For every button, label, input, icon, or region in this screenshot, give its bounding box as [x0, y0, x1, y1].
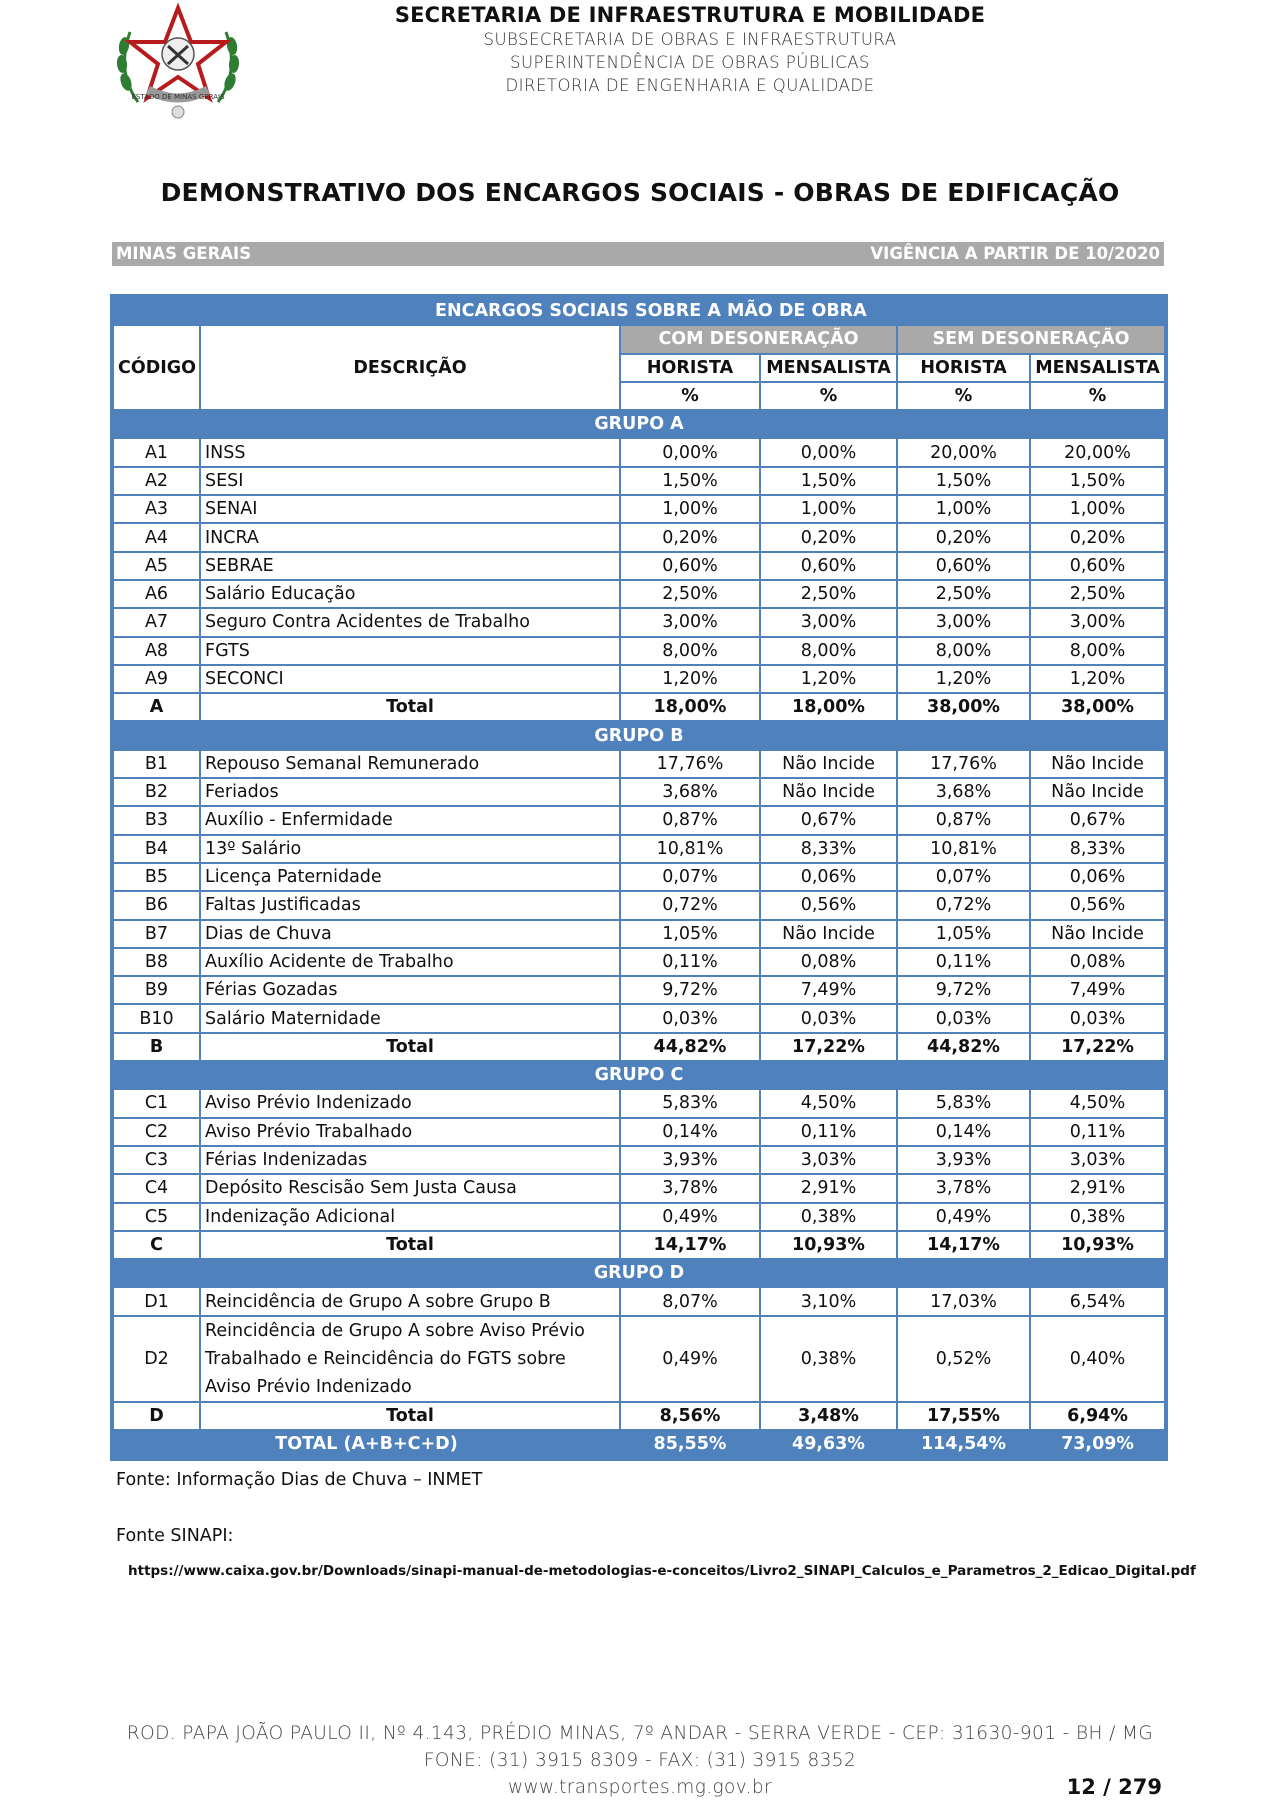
- table-row: [113, 835, 1165, 863]
- row-value: 3,93%: [897, 1146, 1030, 1174]
- row-value: 5,83%: [897, 1089, 1030, 1117]
- row-value: Não Incide: [760, 778, 897, 806]
- row-description: Seguro Contra Acidentes de Trabalho: [200, 608, 620, 636]
- row-description: FGTS: [200, 637, 620, 665]
- row-value: 0,07%: [620, 863, 760, 891]
- row-value: 3,78%: [620, 1174, 760, 1202]
- total-row: [113, 1231, 1165, 1259]
- row-description: SENAI: [200, 495, 620, 523]
- row-value: 0,72%: [620, 891, 760, 919]
- row-code: A5: [113, 552, 200, 580]
- row-code: A8: [113, 637, 200, 665]
- col-com-horista-header: HORISTA: [620, 354, 760, 382]
- row-code: B9: [113, 976, 200, 1004]
- row-value: 3,10%: [760, 1287, 897, 1315]
- row-value: 3,03%: [760, 1146, 897, 1174]
- row-value: 17,22%: [1030, 1033, 1165, 1061]
- row-value: 0,60%: [620, 552, 760, 580]
- row-value: 8,56%: [620, 1402, 760, 1430]
- encargos-table-wrapper: [110, 294, 1168, 1461]
- row-code: C1: [113, 1089, 200, 1117]
- row-value: 3,00%: [620, 608, 760, 636]
- row-description: SESI: [200, 467, 620, 495]
- col-com-desoneracao-header: COM DESONERAÇÃO: [620, 325, 897, 353]
- row-value: 0,60%: [1030, 552, 1165, 580]
- row-value: 4,50%: [760, 1089, 897, 1117]
- row-value: 38,00%: [1030, 693, 1165, 721]
- row-value: 10,93%: [1030, 1231, 1165, 1259]
- row-value: 1,05%: [620, 920, 760, 948]
- row-description: Reincidência de Grupo A sobre Aviso Prévio Trabalhado e Reincidência do FGTS sobre Aviso Prévio Indenizado: [200, 1316, 620, 1402]
- row-code: D: [113, 1402, 200, 1430]
- row-value: 0,72%: [897, 891, 1030, 919]
- organization-block: [300, 2, 1080, 97]
- row-value: 5,83%: [620, 1089, 760, 1117]
- table-row: [113, 467, 1165, 495]
- row-value: 17,55%: [897, 1402, 1030, 1430]
- row-value: 4,50%: [1030, 1089, 1165, 1117]
- row-value: 0,11%: [760, 1118, 897, 1146]
- group-label: GRUPO C: [113, 1061, 1165, 1089]
- grand-total-value: 73,09%: [1030, 1430, 1165, 1458]
- row-description: Faltas Justificadas: [200, 891, 620, 919]
- row-code: C4: [113, 1174, 200, 1202]
- row-value: 3,68%: [897, 778, 1030, 806]
- row-value: 0,56%: [760, 891, 897, 919]
- table-row: [113, 976, 1165, 1004]
- total-row: [113, 1402, 1165, 1430]
- row-value: 0,14%: [897, 1118, 1030, 1146]
- footer-website-link[interactable]: www.transportes.mg.gov.br: [507, 1777, 773, 1798]
- row-value: 0,20%: [1030, 523, 1165, 551]
- row-value: 0,20%: [620, 523, 760, 551]
- row-value: 3,48%: [760, 1402, 897, 1430]
- source-inmet-note: Fonte: Informação Dias de Chuva – INMET: [116, 1470, 483, 1490]
- row-value: 6,94%: [1030, 1402, 1165, 1430]
- region-validity-bar: [112, 242, 1164, 266]
- table-main-header-row: [113, 297, 1165, 325]
- table-row: [113, 1203, 1165, 1231]
- row-value: 20,00%: [1030, 438, 1165, 466]
- table-row: [113, 750, 1165, 778]
- row-description: INCRA: [200, 523, 620, 551]
- row-value: 44,82%: [620, 1033, 760, 1061]
- row-value: 1,20%: [760, 665, 897, 693]
- group-label: GRUPO A: [113, 410, 1165, 438]
- col-com-mensalista-header: MENSALISTA: [760, 354, 897, 382]
- row-value: 17,03%: [897, 1287, 1030, 1315]
- row-description: INSS: [200, 438, 620, 466]
- row-value: 8,00%: [760, 637, 897, 665]
- row-value: 0,67%: [760, 806, 897, 834]
- row-code: A2: [113, 467, 200, 495]
- row-description: Feriados: [200, 778, 620, 806]
- row-code: A9: [113, 665, 200, 693]
- page-number: 12 / 279: [1066, 1775, 1162, 1799]
- sinapi-url[interactable]: https://www.caixa.gov.br/Downloads/sinapi-manual-de-metodologias-e-conceitos/Livro2_SINAPI_Calculos_e_Parametros_2_Edicao_Digital.pdf: [128, 1563, 1196, 1579]
- row-value: 2,50%: [620, 580, 760, 608]
- row-value: 2,50%: [897, 580, 1030, 608]
- row-value: 0,67%: [1030, 806, 1165, 834]
- row-description: Aviso Prévio Indenizado: [200, 1089, 620, 1117]
- row-value: 1,20%: [1030, 665, 1165, 693]
- row-value: 0,49%: [897, 1203, 1030, 1231]
- row-code: A6: [113, 580, 200, 608]
- row-value: 0,49%: [620, 1316, 760, 1402]
- row-description: SECONCI: [200, 665, 620, 693]
- row-value: 0,08%: [1030, 948, 1165, 976]
- row-code: D1: [113, 1287, 200, 1315]
- footer-address: ROD. PAPA JOÃO PAULO II, Nº 4.143, PRÉDIO MINAS, 7º ANDAR - SERRA VERDE - CEP: 31630-901 - BH / MG: [126, 1723, 1154, 1744]
- row-value: 14,17%: [620, 1231, 760, 1259]
- row-value: 6,54%: [1030, 1287, 1165, 1315]
- row-value: 9,72%: [620, 976, 760, 1004]
- row-value: 1,00%: [1030, 495, 1165, 523]
- grand-total-value: 85,55%: [620, 1430, 760, 1458]
- row-value: 0,06%: [760, 863, 897, 891]
- row-code: B5: [113, 863, 200, 891]
- row-value: 0,38%: [760, 1316, 897, 1402]
- row-value: 10,81%: [897, 835, 1030, 863]
- row-value: 2,91%: [1030, 1174, 1165, 1202]
- unit-percent: %: [620, 382, 760, 410]
- row-value: 38,00%: [897, 693, 1030, 721]
- table-group-header-row: [113, 325, 1165, 353]
- row-value: 3,00%: [897, 608, 1030, 636]
- row-value: 9,72%: [897, 976, 1030, 1004]
- row-value: 1,50%: [620, 467, 760, 495]
- row-value: 1,50%: [897, 467, 1030, 495]
- row-description: Total: [200, 1231, 620, 1259]
- row-value: 0,06%: [1030, 863, 1165, 891]
- row-code: B10: [113, 1004, 200, 1032]
- unit-percent: %: [1030, 382, 1165, 410]
- row-value: 1,05%: [897, 920, 1030, 948]
- grand-total-row: [113, 1430, 1165, 1458]
- row-value: 2,91%: [760, 1174, 897, 1202]
- footer-phone: FONE: (31) 3915 8309 - FAX: (31) 3915 8352: [423, 1750, 857, 1771]
- table-row: [113, 552, 1165, 580]
- table-row: [113, 1174, 1165, 1202]
- row-value: 0,00%: [620, 438, 760, 466]
- org-subtitle-2: SUPERINTENDÊNCIA DE OBRAS PÚBLICAS: [510, 53, 870, 72]
- row-value: 0,03%: [1030, 1004, 1165, 1032]
- row-value: 14,17%: [897, 1231, 1030, 1259]
- group-label: GRUPO B: [113, 721, 1165, 749]
- table-main-header: ENCARGOS SOCIAIS SOBRE A MÃO DE OBRA: [620, 297, 1165, 325]
- table-row: [113, 1118, 1165, 1146]
- table-row: [113, 1287, 1165, 1315]
- row-value: 0,03%: [897, 1004, 1030, 1032]
- row-code: B7: [113, 920, 200, 948]
- grand-total-label: TOTAL (A+B+C+D): [113, 1430, 620, 1458]
- table-row: [113, 580, 1165, 608]
- table-row: [113, 438, 1165, 466]
- row-value: 1,20%: [897, 665, 1030, 693]
- row-value: 0,14%: [620, 1118, 760, 1146]
- row-value: 17,22%: [760, 1033, 897, 1061]
- row-value: 0,56%: [1030, 891, 1165, 919]
- row-value: 0,03%: [760, 1004, 897, 1032]
- row-value: 8,00%: [1030, 637, 1165, 665]
- table-row: [113, 523, 1165, 551]
- row-value: 0,52%: [897, 1316, 1030, 1402]
- row-description: Total: [200, 1402, 620, 1430]
- validity-label: VIGÊNCIA A PARTIR DE 10/2020: [870, 244, 1160, 263]
- row-description: Férias Indenizadas: [200, 1146, 620, 1174]
- table-row: [113, 778, 1165, 806]
- row-value: Não Incide: [1030, 920, 1165, 948]
- row-value: Não Incide: [1030, 778, 1165, 806]
- row-code: B4: [113, 835, 200, 863]
- row-value: 1,00%: [897, 495, 1030, 523]
- row-value: Não Incide: [1030, 750, 1165, 778]
- table-row: [113, 1146, 1165, 1174]
- group-band-row: [113, 410, 1165, 438]
- row-value: 0,49%: [620, 1203, 760, 1231]
- row-value: 10,93%: [760, 1231, 897, 1259]
- table-row: [113, 806, 1165, 834]
- col-sem-desoneracao-header: SEM DESONERAÇÃO: [897, 325, 1165, 353]
- page-header: [0, 0, 1280, 130]
- table-row: [113, 948, 1165, 976]
- row-value: 0,60%: [897, 552, 1030, 580]
- table-row: [113, 891, 1165, 919]
- row-value: 0,11%: [897, 948, 1030, 976]
- row-description: Dias de Chuva: [200, 920, 620, 948]
- row-description: Reincidência de Grupo A sobre Grupo B: [200, 1287, 620, 1315]
- row-code: B8: [113, 948, 200, 976]
- row-value: 1,50%: [1030, 467, 1165, 495]
- row-value: 20,00%: [897, 438, 1030, 466]
- row-value: 0,07%: [897, 863, 1030, 891]
- row-value: 3,00%: [760, 608, 897, 636]
- row-value: 18,00%: [620, 693, 760, 721]
- row-value: 2,50%: [1030, 580, 1165, 608]
- row-value: 0,00%: [760, 438, 897, 466]
- table-row: [113, 920, 1165, 948]
- row-value: 0,11%: [1030, 1118, 1165, 1146]
- row-code: C3: [113, 1146, 200, 1174]
- row-value: 1,50%: [760, 467, 897, 495]
- row-value: 18,00%: [760, 693, 897, 721]
- col-sem-horista-header: HORISTA: [897, 354, 1030, 382]
- row-value: 0,11%: [620, 948, 760, 976]
- row-value: 3,93%: [620, 1146, 760, 1174]
- row-code: A: [113, 693, 200, 721]
- row-value: 0,87%: [897, 806, 1030, 834]
- unit-percent: %: [897, 382, 1030, 410]
- row-code: C: [113, 1231, 200, 1259]
- table-row: [113, 637, 1165, 665]
- row-value: 3,00%: [1030, 608, 1165, 636]
- row-value: 0,60%: [760, 552, 897, 580]
- row-value: 1,20%: [620, 665, 760, 693]
- row-value: 1,00%: [620, 495, 760, 523]
- row-value: 0,87%: [620, 806, 760, 834]
- row-code: B6: [113, 891, 200, 919]
- table-row: [113, 1089, 1165, 1117]
- org-subtitle-1: SUBSECRETARIA DE OBRAS E INFRAESTRUTURA: [483, 30, 897, 49]
- row-code: B3: [113, 806, 200, 834]
- row-description: SEBRAE: [200, 552, 620, 580]
- row-value: 8,00%: [620, 637, 760, 665]
- org-main-title: SECRETARIA DE INFRAESTRUTURA E MOBILIDADE: [394, 3, 986, 27]
- row-code: D2: [113, 1316, 200, 1402]
- row-description: 13º Salário: [200, 835, 620, 863]
- group-label: GRUPO D: [113, 1259, 1165, 1287]
- row-value: 17,76%: [620, 750, 760, 778]
- row-code: A1: [113, 438, 200, 466]
- row-value: 44,82%: [897, 1033, 1030, 1061]
- row-value: 3,03%: [1030, 1146, 1165, 1174]
- row-description: Auxílio Acidente de Trabalho: [200, 948, 620, 976]
- row-value: 1,00%: [760, 495, 897, 523]
- row-code: B2: [113, 778, 200, 806]
- row-value: Não Incide: [760, 750, 897, 778]
- org-subtitle-3: DIRETORIA DE ENGENHARIA E QUALIDADE: [505, 76, 875, 95]
- table-row: [113, 495, 1165, 523]
- row-value: Não Incide: [760, 920, 897, 948]
- row-value: 0,20%: [760, 523, 897, 551]
- row-value: 0,08%: [760, 948, 897, 976]
- state-seal-logo: [108, 2, 248, 122]
- row-value: 2,50%: [760, 580, 897, 608]
- row-code: B: [113, 1033, 200, 1061]
- row-code: C2: [113, 1118, 200, 1146]
- group-band-row: [113, 1061, 1165, 1089]
- row-code: A7: [113, 608, 200, 636]
- row-code: A3: [113, 495, 200, 523]
- row-description: Salário Maternidade: [200, 1004, 620, 1032]
- row-value: 8,07%: [620, 1287, 760, 1315]
- table-row: [113, 1004, 1165, 1032]
- row-description: Aviso Prévio Trabalhado: [200, 1118, 620, 1146]
- col-codigo-header: CÓDIGO: [113, 325, 200, 410]
- table-row: [113, 863, 1165, 891]
- row-value: 0,40%: [1030, 1316, 1165, 1402]
- row-value: 0,38%: [1030, 1203, 1165, 1231]
- row-value: 0,03%: [620, 1004, 760, 1032]
- total-row: [113, 693, 1165, 721]
- row-description: Depósito Rescisão Sem Justa Causa: [200, 1174, 620, 1202]
- row-value: 7,49%: [1030, 976, 1165, 1004]
- table-body: [113, 410, 1165, 1458]
- row-description: Indenização Adicional: [200, 1203, 620, 1231]
- total-row: [113, 1033, 1165, 1061]
- row-description: Salário Educação: [200, 580, 620, 608]
- region-label: MINAS GERAIS: [116, 244, 252, 263]
- row-description: Férias Gozadas: [200, 976, 620, 1004]
- document-title: DEMONSTRATIVO DOS ENCARGOS SOCIAIS - OBRAS DE EDIFICAÇÃO: [160, 178, 1120, 207]
- row-value: 8,00%: [897, 637, 1030, 665]
- row-value: 7,49%: [760, 976, 897, 1004]
- row-value: 3,78%: [897, 1174, 1030, 1202]
- group-band-row: [113, 1259, 1165, 1287]
- seal-text: ESTADO DE MINAS GERAIS: [131, 93, 225, 101]
- grand-total-value: 49,63%: [760, 1430, 897, 1458]
- encargos-table: [110, 294, 1168, 1461]
- table-row: [113, 608, 1165, 636]
- row-value: 17,76%: [897, 750, 1030, 778]
- table-row: [113, 665, 1165, 693]
- row-code: B1: [113, 750, 200, 778]
- row-value: 10,81%: [620, 835, 760, 863]
- row-value: 8,33%: [1030, 835, 1165, 863]
- grand-total-value: 114,54%: [897, 1430, 1030, 1458]
- source-sinapi-note: Fonte SINAPI:: [116, 1526, 234, 1546]
- row-code: A4: [113, 523, 200, 551]
- table-row: [113, 1316, 1165, 1402]
- col-sem-mensalista-header: MENSALISTA: [1030, 354, 1165, 382]
- row-value: 0,38%: [760, 1203, 897, 1231]
- row-description: Total: [200, 1033, 620, 1061]
- unit-percent: %: [760, 382, 897, 410]
- group-band-row: [113, 721, 1165, 749]
- row-description: Auxílio - Enfermidade: [200, 806, 620, 834]
- row-description: Repouso Semanal Remunerado: [200, 750, 620, 778]
- row-description: Total: [200, 693, 620, 721]
- row-code: C5: [113, 1203, 200, 1231]
- row-value: 8,33%: [760, 835, 897, 863]
- row-value: 0,20%: [897, 523, 1030, 551]
- row-description: Licença Paternidade: [200, 863, 620, 891]
- col-descricao-header: DESCRIÇÃO: [200, 325, 620, 410]
- row-value: 3,68%: [620, 778, 760, 806]
